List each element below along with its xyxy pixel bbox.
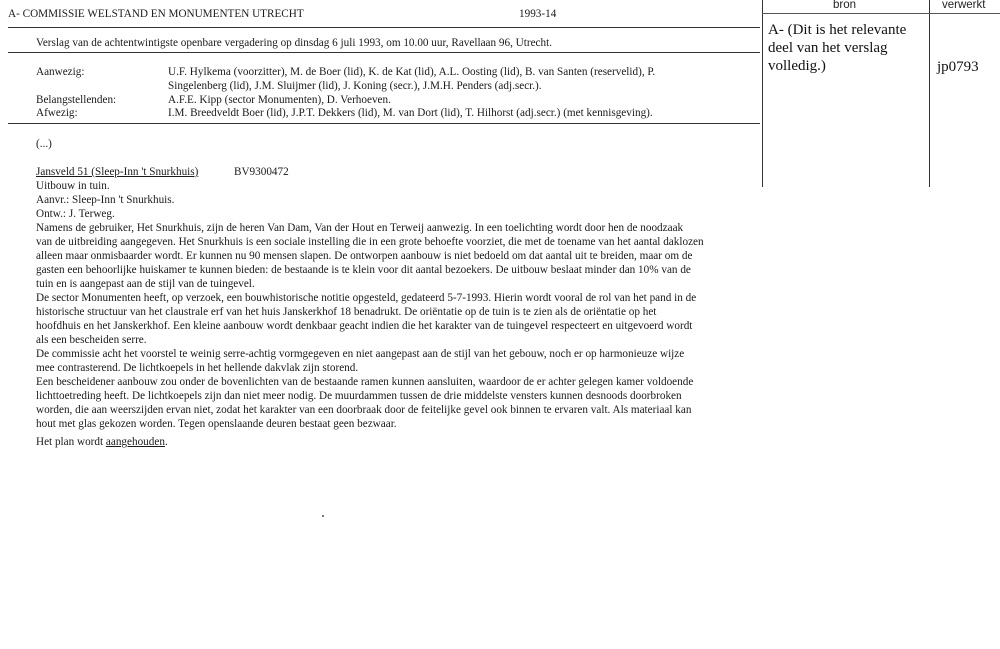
item-ontw: Ontw.: J. Terweg. — [36, 208, 115, 220]
bron-line-2: deel van het verslag — [768, 40, 888, 56]
present-line-2: Singelenberg (lid), J.M. Sluijmer (lid), J. Koning (secr.), J.M.H. Penders (adj.secr.). — [168, 80, 542, 92]
body-line: historische structuur van het claustrale erf van het huis Janskerkhof 18 benadrukt. De oriëntatie op de tuin is te zien als de oriëntatie op het — [36, 306, 657, 318]
conclusion-decision: aangehouden — [105, 436, 165, 448]
body-line: mee contrasterend. De lichtkoepels in het hellende dakvlak zijn storend. — [36, 362, 359, 374]
present-line-1: U.F. Hylkema (voorzitter), M. de Boer (lid), K. de Kat (lid), A.L. Oosting (lid), B. van Santen (reservelid), P. — [168, 66, 656, 78]
item-aanvr: Aanvr.: Sleep-Inn 't Snurkhuis. — [36, 194, 175, 206]
item-uitbouw: Uitbouw in tuin. — [36, 180, 110, 192]
col-bron-header: bron — [833, 0, 857, 11]
body-line: Een bescheidener aanbouw zou onder de bovenlichten van de bestaande ramen kunnen aansluiten, waardoor de er achter gelegen kamer voldoende — [36, 376, 694, 388]
conclusion-prefix: Het plan wordt — [36, 436, 106, 448]
conclusion-suffix: . — [164, 436, 168, 448]
absent-value: I.M. Breedveldt Boer (lid), J.P.T. Dekkers (lid), M. van Dort (lid), T. Hilhorst (adj.secr.) (met kennisgeving). — [168, 107, 653, 119]
item-code: BV9300472 — [234, 166, 289, 178]
body-line: tuin en is aangepast aan de stijl van de tuingevel. — [36, 278, 255, 290]
body-line: Namens de gebruiker, Het Snurkhuis, zijn de heren Van Dam, Van der Hout en Terweij aanwezig. In een toelichting wordt door hen de noodzaak — [36, 222, 684, 234]
present-label: Aanwezig: — [36, 66, 85, 78]
body-line: als een bescheiden serre. — [36, 334, 147, 346]
meeting-code: 1993-14 — [519, 8, 557, 20]
bron-line-3: volledig.) — [768, 58, 826, 74]
body-line: alleen maar onmisbaarder wordt. Er kunnen nu 90 mensen slapen. De ontworpen aanbouw is niet bedoeld om dat aantal uit te breiden, maar om de — [36, 250, 693, 262]
col-verwerkt-header: verwerkt — [942, 0, 986, 11]
body-line: De commissie acht het voorstel te weinig serre-achtig vormgegeven en niet aangepast aan de stijl van het gebouw, noch er op harmonieuze wijze — [36, 348, 685, 360]
scan-speck — [322, 515, 324, 517]
attendance-divider — [8, 123, 760, 124]
body-line: lichttoetreding heeft. De lichtkoepels zijn dan niet meer nodig. De muurdammen tussen de drie middelste vensters kunnen desnoods doorbroken — [36, 390, 682, 402]
body-line: hout met glas gekozen worden. Tegen openslaande deuren bestaat geen bezwaar. — [36, 418, 397, 430]
body-line: hoofdhuis en het Janskerkhof. Een kleine aanbouw wordt denkbaar geacht indien die het karakter van de tuingevel respecteert en uitgevoerd wordt — [36, 320, 693, 332]
verwerkt-value: jp0793 — [937, 59, 979, 75]
side-table-header-divider — [762, 13, 1000, 14]
bron-line-1: A- (Dit is het relevante — [768, 22, 907, 38]
body-line: gasten een behoorlijke huiskamer te kunnen bieden: de bestaande is te klein voor dit aantal bezoekers. De uitbouw beslaat minder dan 10% van de — [36, 264, 691, 276]
side-table-middle-border — [929, 0, 930, 187]
item-title: Jansveld 51 (Sleep-Inn 't Snurkhuis) — [36, 166, 199, 178]
commission-title: A- COMMISSIE WELSTAND EN MONUMENTEN UTRECHT — [8, 8, 304, 20]
interested-value: A.F.E. Kipp (sector Monumenten), D. Verhoeven. — [168, 94, 391, 106]
interested-label: Belangstellenden: — [36, 94, 117, 106]
header-divider — [8, 27, 760, 28]
report-line: Verslag van de achtentwintigste openbare vergadering op dinsdag 6 juli 1993, om 10.00 uur, Ravellaan 96, Utrecht. — [36, 37, 553, 49]
body-line: van de uitbreiding aangegeven. Het Snurkhuis is een sociale instelling die in een grote behoefte voorziet, die met de toename van het aantal daklozen — [36, 236, 704, 248]
side-table-left-border — [762, 0, 763, 187]
body-line: De sector Monumenten heeft, op verzoek, een bouwhistorische notitie opgesteld, gedateerd 5-7-1993. Hierin wordt vooral de rol van het pand in de — [36, 292, 697, 304]
report-divider — [8, 52, 760, 53]
absent-label: Afwezig: — [36, 107, 78, 119]
conclusion — [36, 436, 168, 449]
body-line: worden, die aan weerszijden ervan niet, zodat het karakter van een doorbraak door de feitelijke gevel ook binnen te ervaren valt. Als materiaal kan — [36, 404, 692, 416]
ellipsis: (...) — [36, 138, 52, 150]
